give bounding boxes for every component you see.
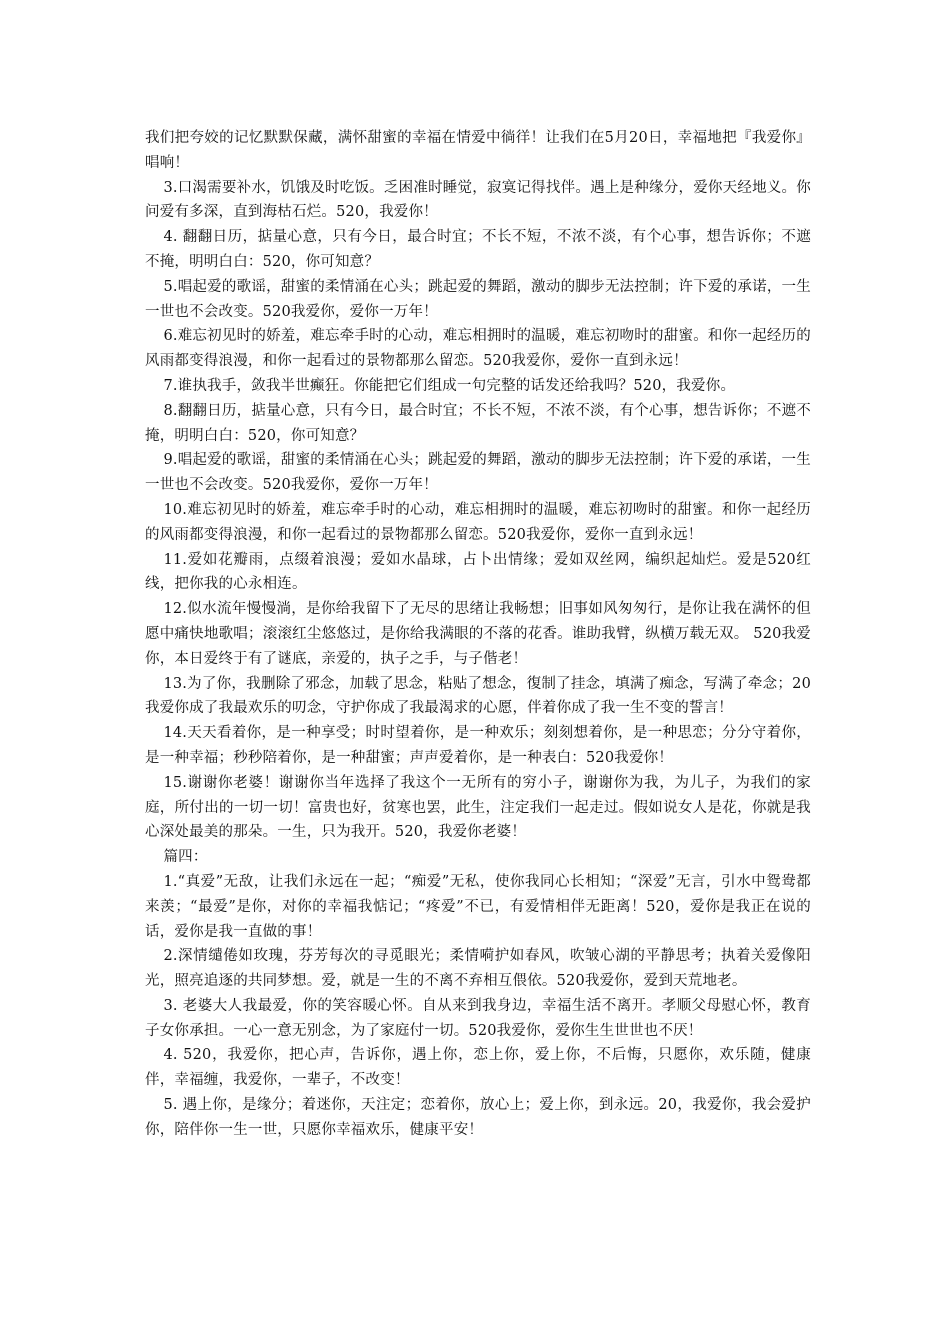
section-heading: 篇四：: [163, 849, 208, 866]
document-body: [145, 126, 811, 1143]
paragraph: 2.深情缱倦如玫瑰，芬芳每次的寻觅眼光；柔情嗬护如春风，吹皱心湖的平静思考；执着关爱像阳光，照亮追逐的共同梦想。爱，就是一生的不离不弃相互偎依。520我爱你，爱到天荒地老。: [145, 948, 811, 990]
paragraph: 4. 520，我爱你，把心声，告诉你，遇上你，恋上你，爱上你，不后悔，只愿你，欢乐随，健康伴，幸福缠，我爱你，一辈子，不改变！: [145, 1047, 811, 1089]
paragraph: 7.谁执我手，敛我半世癫狂。你能把它们组成一句完整的话发还给我吗？520，我爱你。: [163, 377, 736, 394]
paragraph: 15.谢谢你老婆！谢谢你当年选择了我这个一无所有的穷小子，谢谢你为我，为儿子，为我们的家庭，所付出的一切一切！富贵也好，贫寒也罢，此生，注定我们一起走过。假如说女人是花，你就是我心深处最美的那朵。一生，只为我开。520，我爱你老婆！: [145, 774, 811, 841]
paragraph: 3. 老婆大人我最爱，你的笑容暖心怀。自从来到我身边，幸福生活不离开。孝顺父母慰心怀，教育子女你承担。一心一意无别念，为了家庭付一切。520我爱你，爱你生生世世也不厌！: [145, 997, 811, 1039]
paragraph: 10.难忘初见时的娇羞，难忘牵手时的心动，难忘相拥时的温暖，难忘初吻时的甜蜜。和你一起经历的风雨都变得浪漫，和你一起看过的景物都那么留恋。520我爱你，爱你一直到永远！: [145, 501, 811, 543]
paragraph: 我们把夸姣的记忆默默保藏，满怀甜蜜的幸福在情爱中徜徉！让我们在5月20日，幸福地把『我爱你』唱响！: [145, 130, 811, 171]
paragraph: 14.天天看着你，是一种享受；时时望着你，是一种欢乐；刻刻想着你，是一种思恋；分分守着你，是一种幸福；秒秒陪着你，是一种甜蜜；声声爱着你，是一种表白：520我爱你！: [145, 725, 811, 766]
paragraph: 3.口渴需要补水，饥饿及时吃饭。乏困准时睡觉，寂寞记得找伴。遇上是种缘分，爱你天经地义。你问爱有多深，直到海枯石烂。520，我爱你！: [145, 179, 811, 221]
paragraph: 5. 遇上你，是缘分；着迷你，天注定；恋着你，放心上；爱上你，到永远。20，我爱你，我会爱护你，陪伴你一生一世，只愿你幸福欢乐，健康平安！: [145, 1097, 811, 1138]
paragraph: 12.似水流年慢慢淌，是你给我留下了无尽的思绪让我畅想；旧事如风匆匆行，是你让我在满怀的但愿中痛快地歌唱；滚滚红尘悠悠过，是你给我满眼的不落的花香。谁助我臂，纵横万载无双。 520我爱你，本日爱终于有了谜底，亲爱的，执子之手，与子偕老！: [145, 601, 811, 667]
paragraph: 13.为了你，我删除了邪念，加载了思念，粘贴了想念，復制了挂念，填满了痴念，写满了牵念；20我爱你成了我最欢乐的叨念，守护你成了我最渴求的心愿，伴着你成了我一生不变的誓言！: [145, 675, 811, 717]
paragraph: 9.唱起爱的歌谣，甜蜜的柔情涌在心头；跳起爱的舞蹈，激动的脚步无法控制；许下爱的承诺，一生一世也不会改变。520我爱你，爱你一万年！: [145, 452, 811, 494]
paragraph: 6.难忘初见时的娇羞，难忘牵手时的心动，难忘相拥时的温暖，难忘初吻时的甜蜜。和你一起经历的风雨都变得浪漫，和你一起看过的景物都那么留恋。520我爱你，爱你一直到永远！: [145, 328, 811, 370]
paragraph: 4. 翻翻日历，掂量心意，只有今日，最合时宜；不长不短，不浓不淡，有个心事，想告诉你；不遮不掩，明明白白：520，你可知意？: [145, 229, 811, 270]
paragraph: 8.翻翻日历，掂量心意，只有今日，最合时宜；不长不短，不浓不淡，有个心事，想告诉你；不遮不掩，明明白白：520，你可知意？: [145, 402, 811, 444]
paragraph: 1.“真爱”无敌，让我们永远在一起；“痴爱”无私，使你我同心长相知；“深爱”无言，引水中鸳鸯都来羡；“最爱”是你，对你的幸福我惦记；“疼爱”不已，有爱情相伴无距离！520，爱你是我正在说的话，爱你是我一直做的事！: [145, 873, 811, 940]
paragraph: 11.爱如花瓣雨，点缀着浪漫；爱如水晶球，占卜出情缘；爱如双丝网，编织起灿烂。爱是520红线，把你我的心永相连。: [145, 551, 811, 593]
paragraph: 5.唱起爱的歌谣，甜蜜的柔情涌在心头；跳起爱的舞蹈，激动的脚步无法控制；许下爱的承诺，一生一世也不会改变。520我爱你，爱你一万年！: [145, 278, 811, 320]
